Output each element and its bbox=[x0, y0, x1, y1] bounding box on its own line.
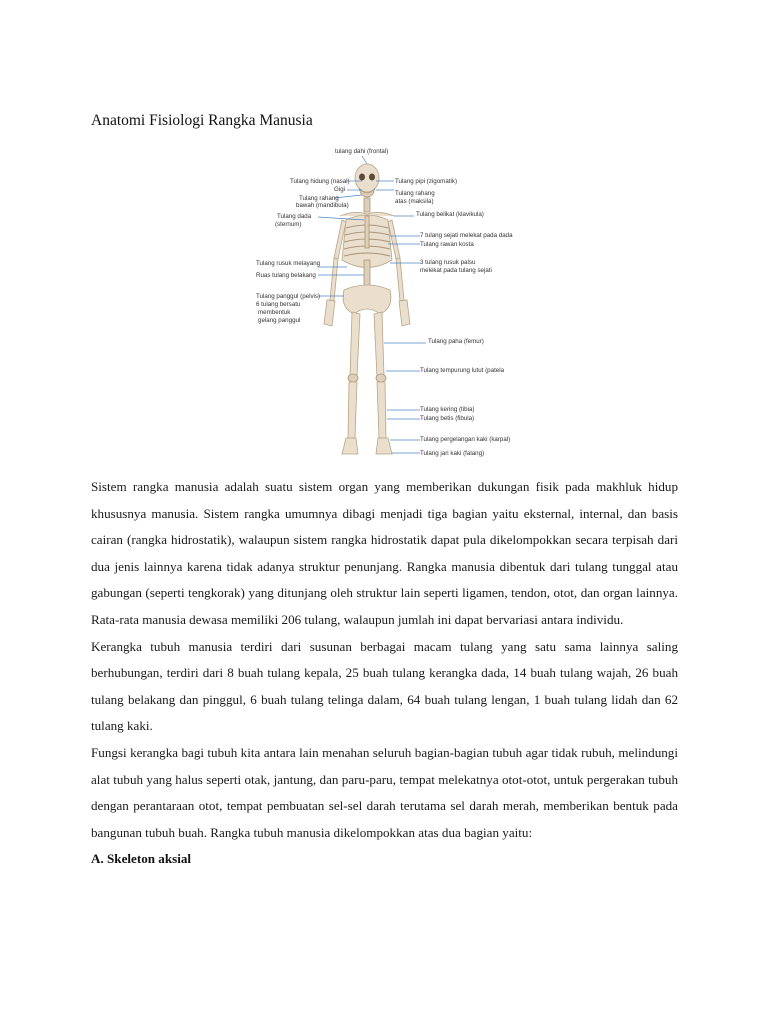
label-rawan-kosta: Tulang rawan kosta bbox=[420, 241, 474, 248]
label-sternum-1: Tulang dada bbox=[277, 213, 312, 220]
label-frontal: tulang dahi (frontal) bbox=[335, 148, 389, 155]
skeleton-figure bbox=[254, 140, 514, 462]
label-falang: Tulang jari kaki (falang) bbox=[420, 450, 485, 457]
label-mandibula-2: bawah (mandibula) bbox=[296, 202, 349, 209]
label-panggul-1: Tulang panggul (pelvis) bbox=[256, 293, 321, 300]
label-rusuk-melayang: Tulang rusuk melayang bbox=[256, 260, 321, 267]
label-karpal: Tulang pergelangan kaki (karpal) bbox=[420, 436, 511, 443]
label-maksila-1: Tulang rahang bbox=[395, 190, 435, 197]
label-gigi: Gigi bbox=[334, 186, 346, 193]
paragraph: Kerangka tubuh manusia terdiri dari susunan berbagai macam tulang yang satu sama lainnya saling berhubungan, terdiri dari 8 buah tulang kepala, 25 buah tulang kerangka dada, 14 buah tulang wajah, 26 buah tulang belakang dan pinggul, 6 buah tulang telinga dalam, 64 buah tulang lengan, 1 buah tulang lidah dan 62 tulang kaki. bbox=[91, 638, 678, 734]
label-maksila-2: atas (maksila) bbox=[395, 198, 434, 205]
page-title: Anatomi Fisiologi Rangka Manusia bbox=[91, 112, 313, 129]
label-panggul-2: 6 tulang bersatu bbox=[256, 301, 301, 308]
label-sternum-2: (sternum) bbox=[275, 221, 302, 228]
body-text bbox=[91, 474, 678, 873]
label-fibula: Tulang betis (fibula) bbox=[420, 415, 475, 422]
label-zigomatik: Tulang pipi (zigomatik) bbox=[395, 178, 458, 185]
label-tibia: Tulang kering (tibia) bbox=[420, 406, 475, 413]
label-patela: Tulang tempurung lutut (patela bbox=[420, 367, 505, 374]
label-panggul-3: membentuk bbox=[258, 309, 291, 316]
label-rusuk-palsu-1: 3 tulang rusuk palsu bbox=[420, 259, 476, 266]
label-femur: Tulang paha (femur) bbox=[428, 338, 484, 345]
section-heading: A. Skeleton aksial bbox=[91, 851, 192, 867]
label-nasal: Tulang hidung (nasal) bbox=[290, 178, 350, 185]
label-mandibula-1: Tulang rahang bbox=[299, 195, 339, 202]
label-rusuk-palsu-2: melekat pada tulang sejati bbox=[420, 267, 492, 274]
paragraph: Fungsi kerangka bagi tubuh kita antara lain menahan seluruh bagian-bagian tubuh agar tidak rubuh, melindungi alat tubuh yang halus seperti otak, jantung, dan paru-paru, tempat melekatnya otot-otot, untuk pergerakan tubuh dengan perantaraan otot, tempat pembuatan sel-sel darah terutama sel darah merah, memberikan bentuk pada bangunan tubuh buah. Rangka tubuh manusia dikelompokkan atas dua bagian yaitu: bbox=[91, 744, 678, 840]
label-ruas-belakang: Ruas tulang belakang bbox=[256, 272, 316, 279]
label-rusuk-sejati: 7 tulang sejati melekat pada dada bbox=[420, 232, 513, 239]
label-klavikula: Tulang belikat (klavikula) bbox=[416, 211, 484, 218]
paragraph: Sistem rangka manusia adalah suatu sistem organ yang memberikan dukungan fisik pada makhluk hidup khususnya manusia. Sistem rangka umumnya dibagi menjadi tiga bagian yaitu eksternal, internal, dan basis cairan (rangka hidrostatik), walaupun sistem rangka hidrostatik dapat pula dikelompokkan secara terpisah dari dua jenis lainnya karena tidak adanya struktur penunjang. Rangka manusia dibentuk dari tulang tunggal atau gabungan (seperti tengkorak) yang ditunjang oleh struktur lain seperti ligamen, tendon, otot, dan organ lainnya. Rata-rata manusia dewasa memiliki 206 tulang, walaupun jumlah ini dapat bervariasi antara individu. bbox=[91, 479, 678, 627]
label-panggul-4: gelang panggul bbox=[258, 317, 301, 324]
skeleton-diagram bbox=[254, 140, 514, 462]
